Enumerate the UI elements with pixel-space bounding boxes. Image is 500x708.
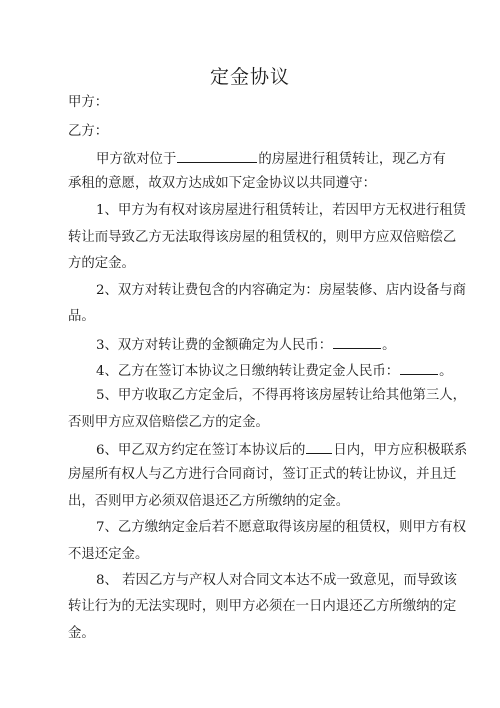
clause-7-line-1: 7、乙方缴纳定金后若不愿意取得该房屋的租赁权，则甲方有权 bbox=[96, 520, 467, 535]
clause-4-line-1 bbox=[96, 361, 453, 381]
location-blank bbox=[177, 149, 257, 163]
clause-3-text-before: 3、双方对转让费的金额确定为人民币： bbox=[96, 338, 333, 353]
clause-8-line-1: 8、 若因乙方与产权人对合同文本达不成一致意见，而导致该 bbox=[96, 573, 457, 588]
clause-2-line-1: 2、双方对转让费包含的内容确定为：房屋装修、店内设备与商 bbox=[96, 283, 467, 298]
clause-8-line-3: 金。 bbox=[68, 626, 95, 641]
clause-6-line-2: 房屋所有权人与乙方进行合同商讨，签订正式的转让协议，并且迁 bbox=[68, 467, 457, 482]
clause-6-text-after: 日内，甲方应积极联系 bbox=[333, 443, 468, 458]
clause-1-line-3: 方的定金。 bbox=[68, 256, 135, 271]
clause-1-line-2: 转让而导致乙方无法取得该房屋的租赁权的，则甲方应双倍赔偿乙 bbox=[68, 230, 457, 245]
intro-text-after: 的房屋进行租赁转让，现乙方有 bbox=[258, 152, 446, 167]
clause-7-line-2: 不退还定金。 bbox=[68, 547, 149, 562]
clause-1-line-1: 1、甲方为有权对该房屋进行租赁转让，若因甲方无权进行租赁 bbox=[96, 203, 467, 218]
clause-8-line-2: 转让行为的无法实现时，则甲方必须在一日内退还乙方所缴纳的定 bbox=[68, 599, 457, 614]
party-a-line: 甲方： bbox=[68, 95, 109, 110]
clause-4-text-before: 4、乙方在签订本协议之日缴纳转让费定金人民币： bbox=[96, 364, 400, 379]
deposit-amount-blank bbox=[400, 361, 438, 375]
clause-3-text-after: 。 bbox=[382, 338, 396, 353]
intro-line-1 bbox=[96, 149, 446, 169]
intro-text-before: 甲方欲对位于 bbox=[96, 152, 177, 167]
days-blank bbox=[306, 440, 332, 454]
transfer-fee-blank bbox=[333, 335, 381, 349]
clause-6-text-before: 6、甲乙双方约定在签订本协议后的 bbox=[96, 443, 306, 458]
clause-6-line-3: 出，否则甲方必须双倍退还乙方所缴纳的定金。 bbox=[68, 494, 350, 509]
clause-3-line-1 bbox=[96, 335, 438, 355]
document-title: 定金协议 bbox=[209, 66, 290, 88]
clause-5-line-2: 否则甲方应双倍赔偿乙方的定金。 bbox=[68, 415, 269, 430]
clause-4-text-after: 。 bbox=[439, 364, 453, 379]
party-b-line: 乙方： bbox=[68, 124, 109, 139]
clause-5-line-1: 5、甲方收取乙方定金后，不得再将该房屋转让给其他第三人， bbox=[96, 388, 467, 403]
clause-6-line-1 bbox=[96, 440, 468, 460]
intro-line-2: 承租的意愿，故双方达成如下定金协议以共同遵守： bbox=[68, 176, 376, 191]
clause-2-line-2: 品。 bbox=[68, 309, 95, 324]
